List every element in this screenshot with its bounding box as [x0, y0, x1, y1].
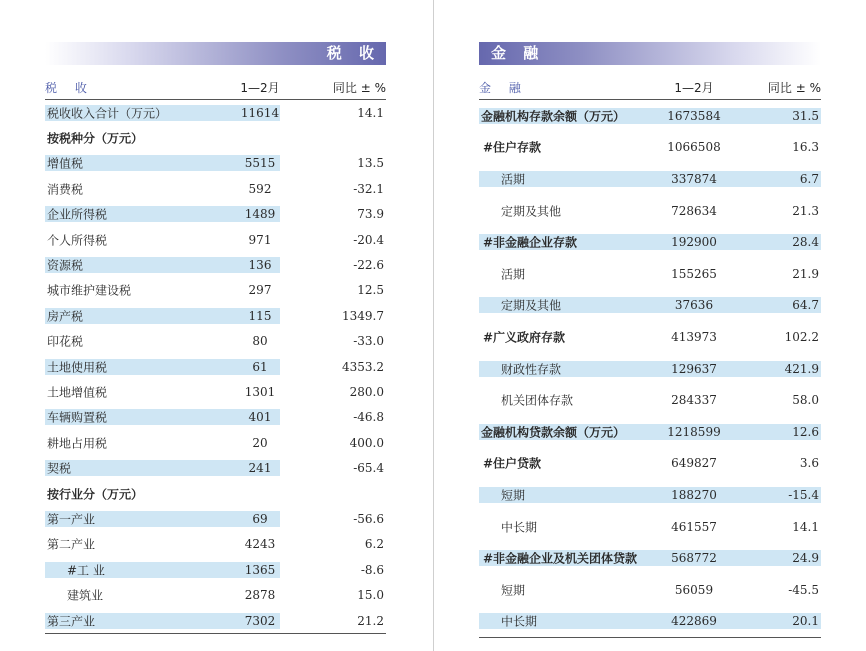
row-period-value: 155265	[671, 266, 717, 281]
row-yoy-value: -15.4	[788, 487, 819, 502]
row-label: 第三产业	[47, 614, 96, 628]
finance-column-headers	[479, 65, 821, 100]
table-row	[479, 606, 821, 638]
row-label: 建筑业	[67, 588, 104, 603]
row-yoy-value: -33.0	[353, 334, 384, 349]
table-row	[45, 608, 386, 633]
page-fold-divider	[433, 0, 434, 651]
table-row	[45, 176, 386, 201]
row-yoy-value: 14.1	[792, 519, 819, 534]
row-label: 活期	[501, 267, 526, 282]
table-row	[479, 163, 821, 195]
table-row	[45, 100, 386, 125]
table-row	[479, 226, 821, 258]
row-label: 中长期	[501, 614, 538, 629]
row-period-value: 401	[248, 410, 272, 425]
row-yoy-value: 21.9	[792, 266, 819, 281]
row-yoy-value: 1349.7	[342, 308, 384, 323]
row-period-value: 728634	[671, 203, 717, 218]
row-period-value: 115	[248, 308, 272, 323]
tax-banner-title: 税 收	[326, 44, 380, 62]
row-yoy-value: 102.2	[784, 329, 819, 344]
finance-panel	[479, 42, 821, 638]
row-period-value: 592	[248, 181, 272, 196]
row-yoy-value: 16.3	[792, 140, 819, 155]
row-yoy-value: 13.5	[357, 156, 384, 171]
row-yoy-value: -65.4	[353, 461, 384, 476]
row-period-value: 241	[248, 461, 272, 476]
table-row	[45, 303, 386, 328]
finance-header-yoy: 同比 ± %	[767, 81, 821, 95]
row-period-value: 192900	[671, 235, 717, 250]
row-period-value: 1066508	[667, 140, 721, 155]
tax-banner	[45, 42, 386, 65]
row-label: 耕地占用税	[47, 436, 108, 451]
row-label: 土地增值税	[47, 385, 108, 400]
row-label: 定期及其他	[501, 204, 562, 219]
row-yoy-value: 21.3	[792, 203, 819, 218]
row-label: 消费税	[47, 182, 84, 197]
row-period-value: 69	[252, 511, 268, 526]
row-yoy-value: 12.5	[357, 283, 384, 298]
table-row	[45, 125, 386, 150]
row-period-value: 413973	[671, 329, 717, 344]
table-row	[45, 379, 386, 404]
finance-bottom-rule	[479, 637, 821, 638]
row-yoy-value: -32.1	[353, 181, 384, 196]
row-period-value: 188270	[671, 487, 717, 502]
row-label: 中长期	[501, 520, 538, 535]
row-period-value: 129637	[671, 361, 717, 376]
tax-header-period: 1—2月	[240, 81, 280, 95]
row-yoy-value: -8.6	[360, 562, 384, 577]
table-row	[479, 132, 821, 164]
table-row	[45, 329, 386, 354]
row-yoy-value: 14.1	[357, 105, 384, 120]
row-period-value: 5515	[244, 156, 276, 171]
row-period-value: 1301	[244, 384, 276, 399]
row-period-value: 297	[248, 283, 272, 298]
row-period-value: 80	[252, 334, 268, 349]
row-label: 机关团体存款	[501, 393, 574, 408]
row-label: 按行业分（万元）	[47, 487, 144, 502]
row-label: 短期	[501, 583, 526, 598]
table-row	[45, 582, 386, 607]
finance-banner-title: 金 融	[491, 44, 545, 62]
row-yoy-value: 31.5	[792, 108, 819, 123]
row-period-value: 11614	[240, 105, 280, 120]
row-yoy-value: 58.0	[792, 393, 819, 408]
row-label: #工 业	[67, 563, 105, 578]
row-yoy-value: 421.9	[784, 361, 819, 376]
table-row	[479, 100, 821, 132]
table-row	[45, 354, 386, 379]
table-row	[479, 511, 821, 543]
row-label: 税收收入合计（万元）	[47, 106, 168, 121]
row-yoy-value: 15.0	[357, 588, 384, 603]
table-row	[479, 353, 821, 385]
row-period-value: 2878	[244, 588, 276, 603]
finance-header-period: 1—2月	[674, 81, 714, 95]
finance-table-body	[479, 100, 821, 637]
row-yoy-value: -22.6	[353, 258, 384, 273]
table-row	[45, 405, 386, 430]
row-yoy-value: 20.1	[792, 614, 819, 629]
row-period-value: 20	[252, 435, 268, 450]
table-row	[479, 416, 821, 448]
row-yoy-value: 4353.2	[342, 359, 384, 374]
row-label: 金融机构存款余额（万元）	[481, 109, 626, 124]
row-yoy-value: 24.9	[792, 551, 819, 566]
row-yoy-value: -45.5	[788, 582, 819, 597]
row-yoy-value: -20.4	[353, 232, 384, 247]
row-label: 印花税	[47, 334, 84, 349]
row-yoy-value: 73.9	[357, 207, 384, 222]
row-yoy-value: 28.4	[792, 235, 819, 250]
table-row	[479, 574, 821, 606]
table-row	[45, 151, 386, 176]
table-row	[45, 227, 386, 252]
row-label: 第二产业	[47, 537, 96, 552]
table-row	[479, 290, 821, 322]
table-row	[45, 202, 386, 227]
row-label: 增值税	[47, 156, 84, 171]
table-row	[479, 479, 821, 511]
table-row	[45, 252, 386, 277]
row-label: 房产税	[47, 309, 84, 324]
row-period-value: 37636	[674, 298, 714, 313]
row-yoy-value: -56.6	[353, 511, 384, 526]
row-period-value: 284337	[671, 393, 717, 408]
row-label: #广义政府存款	[483, 330, 566, 345]
row-period-value: 136	[248, 258, 272, 273]
row-label: 短期	[501, 488, 526, 503]
row-yoy-value: -46.8	[353, 410, 384, 425]
row-period-value: 649827	[671, 456, 717, 471]
table-row	[45, 506, 386, 531]
row-period-value: 1218599	[667, 424, 721, 439]
row-yoy-value: 6.7	[799, 171, 819, 186]
row-label: #非金融企业及机关团体贷款	[483, 551, 638, 566]
row-yoy-value: 64.7	[792, 298, 819, 313]
row-label: 契税	[47, 461, 72, 476]
tax-panel	[45, 42, 386, 634]
table-row	[45, 532, 386, 557]
row-yoy-value: 3.6	[799, 456, 819, 471]
tax-header-label: 税 收	[45, 81, 94, 95]
table-row	[45, 557, 386, 582]
row-yoy-value: 21.2	[357, 613, 384, 628]
row-period-value: 337874	[671, 171, 717, 186]
tax-column-headers	[45, 65, 386, 100]
row-label: #非金融企业存款	[483, 235, 578, 250]
row-label: 车辆购置税	[47, 410, 108, 425]
row-period-value: 1673584	[667, 108, 721, 123]
table-row	[479, 321, 821, 353]
row-label: 金融机构贷款余额（万元）	[481, 425, 626, 440]
row-period-value: 4243	[244, 537, 276, 552]
row-label: 资源税	[47, 258, 84, 273]
table-row	[479, 542, 821, 574]
row-label: 城市维护建设税	[47, 283, 132, 298]
table-row	[479, 448, 821, 480]
row-label: 个人所得税	[47, 233, 108, 248]
finance-header-label: 金 融	[479, 81, 528, 95]
tax-table-body	[45, 100, 386, 633]
row-label: 按税种分（万元）	[47, 131, 144, 146]
table-row	[479, 258, 821, 290]
row-period-value: 422869	[671, 614, 717, 629]
finance-banner	[479, 42, 821, 65]
row-period-value: 61	[252, 359, 268, 374]
row-period-value: 1489	[244, 207, 276, 222]
table-row	[45, 430, 386, 455]
row-period-value: 971	[248, 232, 272, 247]
row-label: 第一产业	[47, 512, 96, 527]
tax-header-yoy: 同比 ± %	[332, 81, 386, 95]
row-label: #住户存款	[483, 140, 542, 155]
row-label: 企业所得税	[47, 207, 108, 222]
row-yoy-value: 400.0	[349, 435, 384, 450]
row-period-value: 461557	[671, 519, 717, 534]
row-yoy-value: 12.6	[792, 424, 819, 439]
table-row	[479, 195, 821, 227]
row-yoy-value: 280.0	[349, 384, 384, 399]
table-row	[479, 384, 821, 416]
row-period-value: 1365	[244, 562, 276, 577]
row-period-value: 56059	[674, 582, 714, 597]
row-yoy-value: 6.2	[364, 537, 384, 552]
row-label: 财政性存款	[501, 362, 562, 377]
row-label: 土地使用税	[47, 360, 108, 375]
table-row	[45, 278, 386, 303]
tax-bottom-rule	[45, 633, 386, 634]
table-row	[45, 481, 386, 506]
table-row	[45, 455, 386, 480]
row-period-value: 7302	[244, 613, 276, 628]
row-label: #住户贷款	[483, 456, 542, 471]
row-label: 活期	[501, 172, 526, 187]
row-period-value: 568772	[671, 551, 717, 566]
row-label: 定期及其他	[501, 298, 562, 313]
